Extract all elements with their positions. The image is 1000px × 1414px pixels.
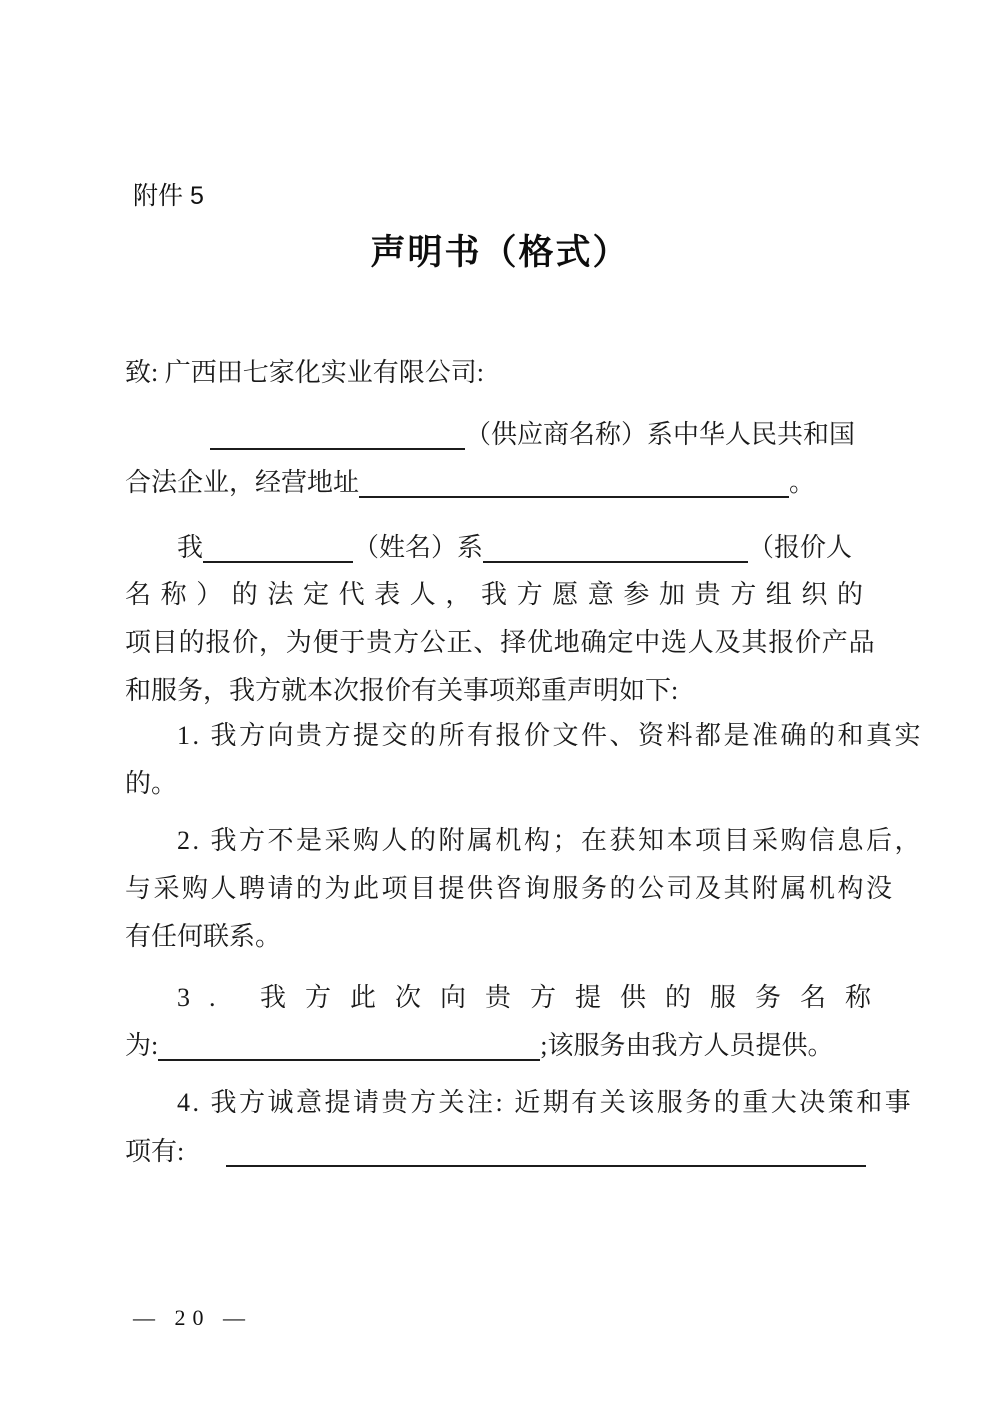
service-name-blank: [158, 1027, 540, 1061]
rep-name-label: （姓名）系: [353, 533, 484, 562]
item4-line-2: [125, 1128, 885, 1176]
service-name-label: 为:: [125, 1031, 159, 1060]
item3-line-2: [125, 1022, 885, 1070]
representative-line-2: 名称）的法定代表人，我方愿意参加贵方组织的: [125, 580, 873, 609]
address-blank: [359, 464, 789, 498]
page-number: — 20 —: [133, 1305, 252, 1330]
item3-line-1: 3. 我方此次向贵方提供的服务名称: [177, 983, 891, 1012]
attachment-label: 附件 5: [133, 182, 204, 210]
supplier-clause-text: （供应商名称）系中华人民共和国: [465, 420, 856, 449]
rep-name-blank: [203, 529, 353, 563]
item1-line-1: 1. 我方向贵方提交的所有报价文件、资料都是准确的和真实: [177, 721, 924, 750]
service-provided-text: ;该服务由我方人员提供。: [540, 1031, 834, 1060]
page-title: 声明书（格式）: [370, 233, 630, 272]
address-period: 。: [789, 468, 816, 497]
item4-line-1: 4. 我方诚意提请贵方关注: 近期有关该服务的重大决策和事: [177, 1088, 914, 1117]
supplier-name-blank: [210, 416, 465, 450]
address-label: 合法企业，经营地址: [125, 468, 360, 497]
supplier-line-2: [125, 459, 885, 507]
supplier-line-1: [125, 411, 970, 459]
item2-line-1: 2. 我方不是采购人的附属机构；在获知本项目采购信息后，: [177, 826, 924, 855]
item2-line-3: 有任何联系。: [125, 922, 282, 951]
bidder-label: （报价人: [748, 533, 853, 562]
salutation-line: 致: 广西田七家化实业有限公司:: [125, 358, 484, 387]
item2-line-2: 与采购人聘请的为此项目提供咨询服务的公司及其附属机构没: [125, 874, 895, 903]
item1-line-2: 的。: [125, 769, 178, 798]
bidder-name-blank: [483, 529, 748, 563]
representative-line-1: [125, 524, 937, 572]
representative-line-3: 项目的报价，为便于贵方公正、择优地确定中选人及其报价产品: [125, 628, 876, 657]
rep-we-text: 我: [177, 533, 204, 562]
representative-line-4: 和服务，我方就本次报价有关事项郑重声明如下:: [125, 676, 679, 705]
matters-label: 项有:: [125, 1137, 185, 1166]
matters-blank: [226, 1133, 866, 1167]
